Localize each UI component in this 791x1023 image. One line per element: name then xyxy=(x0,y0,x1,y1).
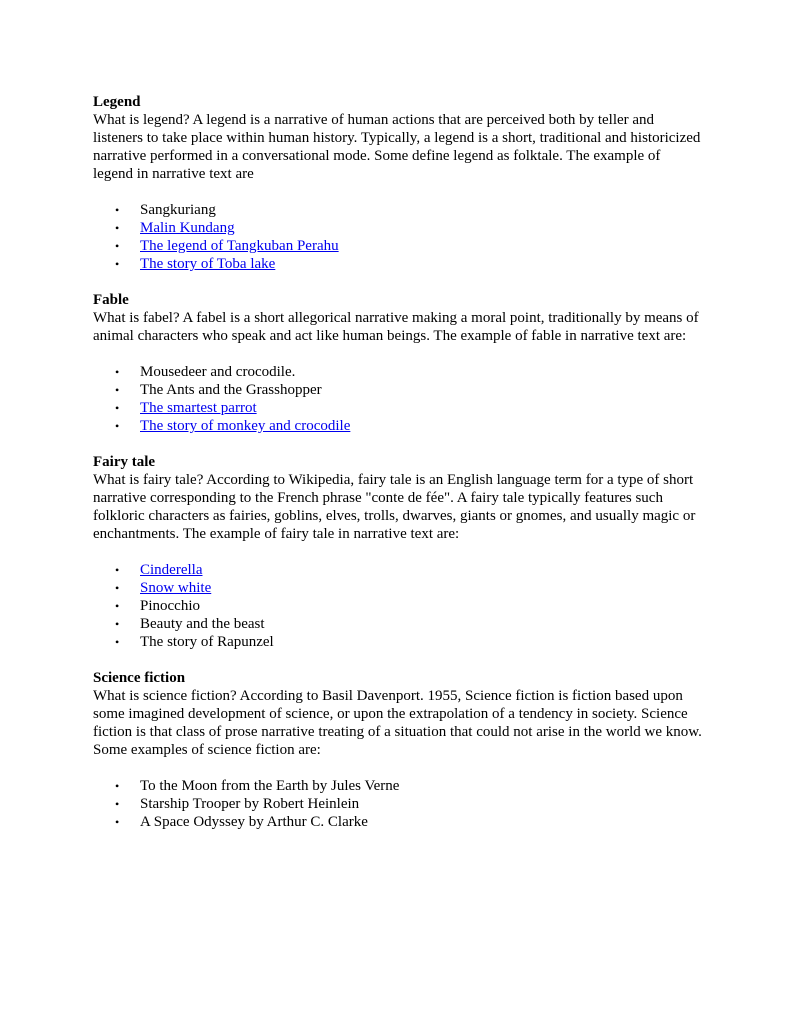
section-heading: Science fiction xyxy=(93,670,186,686)
section-science-fiction xyxy=(93,669,703,831)
section-heading: Legend xyxy=(93,94,141,110)
section-fairy-tale xyxy=(93,453,703,651)
link-snow-white[interactable]: Snow white xyxy=(140,580,212,596)
link-story-toba-lake[interactable]: The story of Toba lake xyxy=(140,256,276,272)
list-item xyxy=(93,633,703,651)
link-legend-tangkuban-perahu[interactable]: The legend of Tangkuban Perahu xyxy=(140,238,339,254)
link-malin-kundang[interactable]: Malin Kundang xyxy=(140,220,235,236)
bullet-icon: • xyxy=(115,581,120,595)
list-item[interactable] xyxy=(93,417,703,435)
bullet-icon: • xyxy=(115,617,120,631)
list-item[interactable] xyxy=(93,255,703,273)
bullet-icon: • xyxy=(115,779,120,793)
bullet-icon: • xyxy=(115,257,120,271)
list-item-text: The story of Rapunzel xyxy=(140,634,274,650)
section-paragraph: What is fabel? A fabel is a short allegorical narrative making a moral point, traditionally by means of animal characters who speak and act like human beings. The example of fable in narrative text are: xyxy=(93,310,699,344)
section-heading: Fairy tale xyxy=(93,454,156,470)
list-item-text: Pinocchio xyxy=(140,598,200,614)
bullet-icon: • xyxy=(115,203,120,217)
list-item xyxy=(93,597,703,615)
document-page xyxy=(93,93,703,849)
bullet-icon: • xyxy=(115,419,120,433)
list-item xyxy=(93,363,703,381)
list-item-text: A Space Odyssey by Arthur C. Clarke xyxy=(140,814,368,830)
list-item xyxy=(93,615,703,633)
example-list xyxy=(93,777,703,831)
list-item xyxy=(93,381,703,399)
list-item[interactable] xyxy=(93,399,703,417)
section-paragraph: What is legend? A legend is a narrative of human actions that are perceived both by teller and listeners to take place within human history. Typically, a legend is a short, traditional and historicized narrative performed in a conversational mode. Some define legend as folktale. The example of legend in narrative text are xyxy=(93,112,701,182)
link-cinderella[interactable]: Cinderella xyxy=(140,562,203,578)
list-item-text: Starship Trooper by Robert Heinlein xyxy=(140,796,360,812)
section-fable xyxy=(93,291,703,435)
section-paragraph: What is fairy tale? According to Wikipedia, fairy tale is an English language term for a type of short narrative corresponding to the French phrase "conte de fée". A fairy tale typically features such folkloric characters as fairies, goblins, elves, trolls, dwarves, giants or gnomes, and usually magic or enchantments. The example of fairy tale in narrative text are: xyxy=(93,472,696,542)
list-item-text: Sangkuriang xyxy=(140,202,216,218)
list-item[interactable] xyxy=(93,561,703,579)
bullet-icon: • xyxy=(115,401,120,415)
bullet-icon: • xyxy=(115,239,120,253)
link-monkey-crocodile[interactable]: The story of monkey and crocodile xyxy=(140,418,351,434)
list-item xyxy=(93,777,703,795)
bullet-icon: • xyxy=(115,563,120,577)
bullet-icon: • xyxy=(115,635,120,649)
list-item-text: Beauty and the beast xyxy=(140,616,265,632)
list-item-text: The Ants and the Grasshopper xyxy=(140,382,322,398)
list-item[interactable] xyxy=(93,219,703,237)
bullet-icon: • xyxy=(115,815,120,829)
list-item-text: To the Moon from the Earth by Jules Verne xyxy=(140,778,400,794)
list-item xyxy=(93,813,703,831)
bullet-icon: • xyxy=(115,599,120,613)
list-item xyxy=(93,201,703,219)
list-item-text: Mousedeer and crocodile. xyxy=(140,364,296,380)
bullet-icon: • xyxy=(115,383,120,397)
section-legend xyxy=(93,93,703,273)
bullet-icon: • xyxy=(115,221,120,235)
section-paragraph: What is science fiction? According to Basil Davenport. 1955, Science fiction is fiction based upon some imagined development of science, or upon the extrapolation of a tendency in society. Science fiction is that class of prose narrative treating of a situation that could not arise in the world we know. Some examples of science fiction are: xyxy=(93,688,702,758)
example-list xyxy=(93,561,703,651)
link-smartest-parrot[interactable]: The smartest parrot xyxy=(140,400,257,416)
example-list xyxy=(93,363,703,435)
list-item[interactable] xyxy=(93,579,703,597)
list-item xyxy=(93,795,703,813)
bullet-icon: • xyxy=(115,797,120,811)
bullet-icon: • xyxy=(115,365,120,379)
example-list xyxy=(93,201,703,273)
section-heading: Fable xyxy=(93,292,129,308)
list-item[interactable] xyxy=(93,237,703,255)
